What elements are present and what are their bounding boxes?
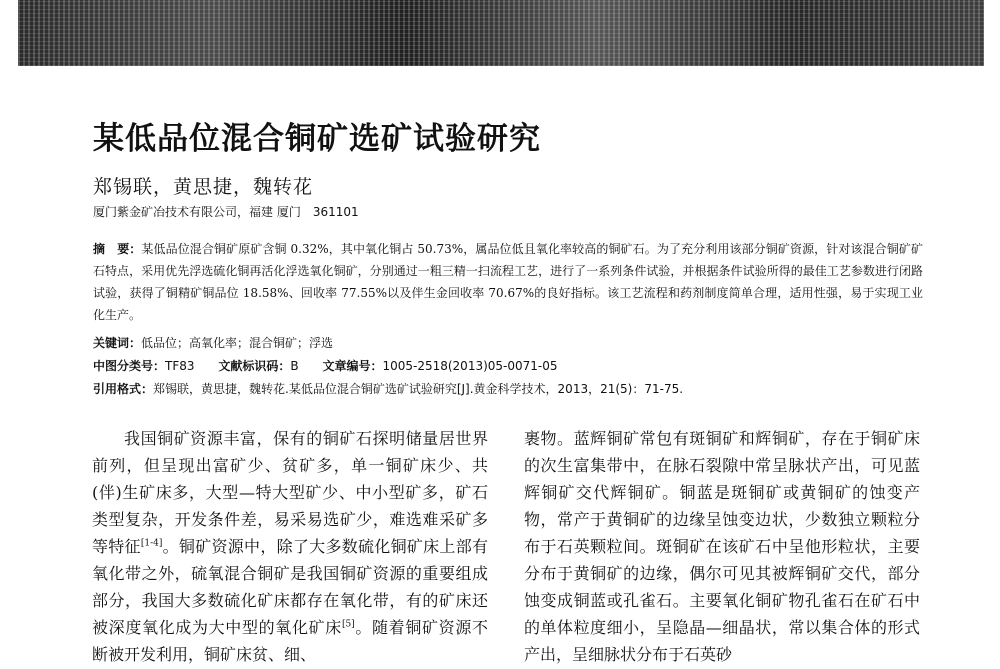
abstract	[93, 238, 923, 326]
journal-header-banner	[18, 0, 984, 66]
doc-code	[218, 359, 298, 373]
reference-1-4[interactable]: [1-4]	[140, 538, 163, 549]
left-paragraph-part-2: 。铜矿资源中，除了大多数硫化铜矿床上部有氧化带之外，硫氧混合铜矿是我国铜矿资源的重要组成部分，我国大多数硫化矿床都存在氧化带，有的矿床还被深度氧化成为大中型的氧化矿床	[92, 537, 488, 637]
abstract-label: 摘 要：	[93, 242, 142, 256]
doc-code-label: 文献标识码：	[218, 359, 291, 373]
article-number-label: 文章编号：	[322, 359, 383, 373]
keywords-label: 关键词：	[93, 336, 142, 350]
keywords-text: 低品位；高氧化率；混合铜矿；浮选	[141, 336, 334, 350]
paper-title: 某低品位混合铜矿选矿试验研究	[93, 121, 541, 157]
article-number-value: 1005-2518(2013)05-0071-05	[382, 359, 558, 373]
body-column-right: 裹物。蓝辉铜矿常包有斑铜矿和辉铜矿，存在于铜矿床的次生富集带中，在脉石裂隙中常呈脉状产出，可见蓝辉铜矿交代辉铜矿。铜蓝是斑铜矿或黄铜矿的蚀变产物，常产于黄铜矿的边缘呈蚀变边状，少数独立颗粒分布于石英颗粒间。斑铜矿在该矿石中呈他形粒状，主要分布于黄铜矿的边缘，偶尔可见其被辉铜矿交代，部分蚀变成铜蓝或孔雀石。主要氧化铜矿物孔雀石在矿石中的单体粒度细小，呈隐晶—细晶状，常以集合体的形式产出，呈细脉状分布于石英砂	[524, 429, 920, 664]
clc-value: TF83	[165, 359, 195, 373]
article-number	[322, 359, 557, 373]
paper-authors: 郑锡联，黄思捷，魏转花	[93, 176, 314, 198]
left-paragraph-part-3: 。随着铜矿资源不断被开发利用，铜矿床贫、细、	[92, 618, 488, 664]
clc-label: 中图分类号：	[93, 359, 166, 373]
citation	[93, 380, 703, 397]
citation-text: 郑锡联，黄思捷，魏转花.某低品位混合铜矿选矿试验研究[J].黄金科学技术，2013，21(5)：71-75.	[153, 382, 684, 396]
author-affiliation: 厦门紫金矿冶技术有限公司，福建 厦门 361101	[93, 205, 359, 219]
reference-5[interactable]: [5]	[341, 619, 355, 630]
keywords	[93, 334, 353, 351]
doc-code-value: B	[290, 359, 299, 373]
citation-label: 引用格式：	[93, 382, 154, 396]
clc	[93, 359, 195, 373]
left-paragraph-part-1: 我国铜矿资源丰富，保有的铜矿石探明储量居世界前列，但呈现出富矿少、贫矿多，单一铜矿床少、共(伴)生矿床多，大型—特大型矿少、中小型矿多，矿石类型复杂，开发条件差，易采易选矿少，难选难采矿多等特征	[92, 429, 488, 556]
classification-line	[93, 357, 578, 374]
abstract-text: 某低品位混合铜矿原矿含铜 0.32%，其中氧化铜占 50.73%，属品位低且氧化率较高的铜矿石。为了充分利用该部分铜矿资源，针对该混合铜矿矿石特点，采用优先浮选硫化铜再活化浮选氧化铜矿，分别通过一粗三精一扫流程工艺，进行了一系列条件试验，并根据条件试验所得的最佳工艺参数进行闭路试验，获得了铜精矿铜品位 18.58%、回收率 77.55%以及伴生金回收率 70.67%的良好指标。该工艺流程和药剂制度简单合理，适用性强，易于实现工业化生产。	[93, 242, 923, 322]
body-column-left	[92, 425, 488, 668]
